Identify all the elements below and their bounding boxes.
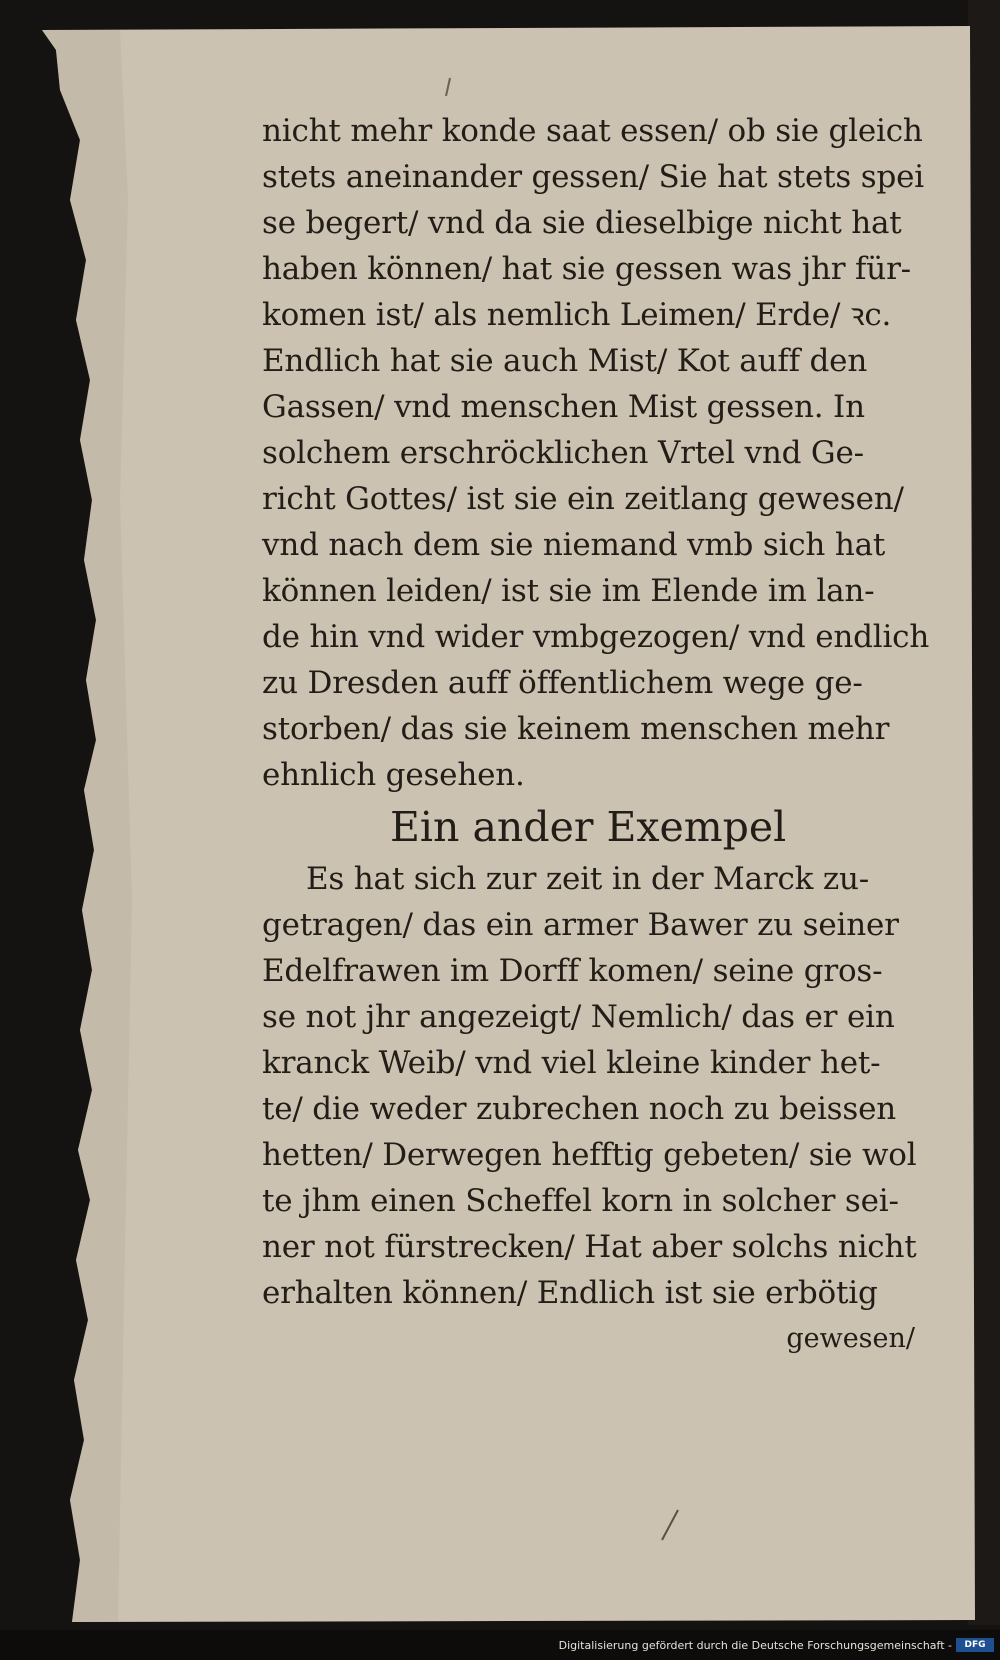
text-line: komen ist/ als nemlich Leimen/ Erde/ ꝛc.: [262, 297, 892, 333]
text-line: hetten/ Derwegen hefftig gebeten/ sie wol: [262, 1137, 917, 1173]
footer-credit: Digitalisierung gefördert durch die Deutsche Forschungsgemeinschaft -: [558, 1639, 952, 1652]
text-line: getragen/ das ein armer Bawer zu seiner: [262, 907, 899, 943]
text-line: vnd nach dem sie niemand vmb sich hat: [262, 527, 886, 563]
text-line: se begert/ vnd da sie dieselbige nicht hat: [262, 205, 902, 241]
footer-bar: [0, 1630, 1000, 1660]
text-line: Gassen/ vnd menschen Mist gessen. In: [262, 389, 865, 425]
text-line: te/ die weder zubrechen noch zu beissen: [262, 1091, 896, 1127]
text-line: richt Gottes/ ist sie ein zeitlang gewesen/: [262, 481, 904, 517]
text-line: stets aneinander gessen/ Sie hat stets spei: [262, 159, 924, 195]
text-line: zu Dresden auff öffentlichem wege ge-: [262, 665, 863, 701]
text-line: te jhm einen Scheffel korn in solcher sei-: [262, 1183, 899, 1219]
section-heading: Ein ander Exempel: [390, 803, 787, 851]
text-line: ehnlich gesehen.: [262, 757, 525, 793]
text-line: Es hat sich zur zeit in der Marck zu-: [306, 861, 870, 897]
page-text: [262, 108, 967, 1362]
text-line: solchem erschröcklichen Vrtel vnd Ge-: [262, 435, 864, 471]
text-line: de hin vnd wider vmbgezogen/ vnd endlich: [262, 619, 930, 655]
text-line: erhalten können/ Endlich ist sie erbötig: [262, 1275, 878, 1311]
text-line: haben können/ hat sie gessen was jhr für-: [262, 251, 911, 287]
text-line: Endlich hat sie auch Mist/ Kot auff den: [262, 343, 868, 379]
text-line: können leiden/ ist sie im Elende im lan-: [262, 573, 875, 609]
catchword: gewesen/: [786, 1323, 915, 1354]
text-line: se not jhr angezeigt/ Nemlich/ das er ein: [262, 999, 895, 1035]
text-line: Edelfrawen im Dorff komen/ seine gros-: [262, 953, 883, 989]
text-line: storben/ das sie keinem menschen mehr: [262, 711, 890, 747]
text-line: nicht mehr konde saat essen/ ob sie gleich: [262, 113, 923, 149]
text-line: ner not fürstrecken/ Hat aber solchs nicht: [262, 1229, 917, 1265]
text-line: kranck Weib/ vnd viel kleine kinder het-: [262, 1045, 881, 1081]
dfg-logo[interactable]: DFG: [956, 1638, 994, 1652]
